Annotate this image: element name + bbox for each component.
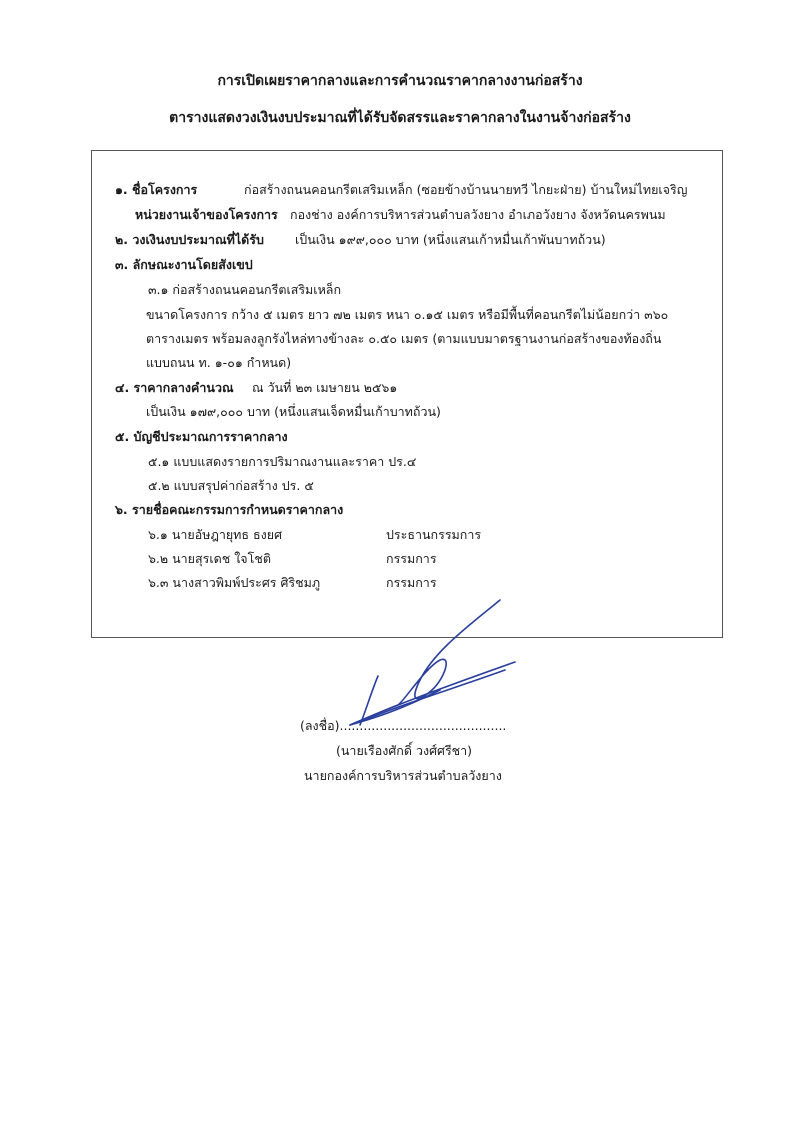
median-price-date: ณ วันที่ ๒๓ เมษายน ๒๕๖๑ <box>252 380 398 395</box>
committee-member-name: ๖.๒ นายสุรเดช ใจโชติ <box>148 551 271 566</box>
budget-label: ๒. วงเงินงบประมาณที่ได้รับ <box>115 232 264 247</box>
signature-line: (ลงชื่อ).......................................... <box>300 718 507 733</box>
committee-member-name: ๖.๑ นายอัษฎายุทธ ธงยศ <box>148 527 283 542</box>
estimate-list-item-2: ๕.๒ แบบสรุปค่าก่อสร้าง ปร. ๕ <box>148 478 314 493</box>
estimate-list-label: ๕. บัญชีประมาณการราคากลาง <box>115 429 288 444</box>
work-summary-item: ๓.๑ ก่อสร้างถนนคอนกรีตเสริมเหล็ก <box>148 282 342 297</box>
work-description-line-1: ขนาดโครงการ กว้าง ๕ เมตร ยาว ๗๒ เมตร หนา ๐.๑๕ เมตร หรือมีพื้นที่คอนกรีตไม่น้อยกว่า ๓๖๐ <box>146 307 669 322</box>
median-price-label: ๔. ราคากลางคำนวณ <box>115 380 234 395</box>
work-description-line-2: ตารางเมตร พร้อมลงลูกรังไหล่ทางข้างละ ๐.๕๐ เมตร (ตามแบบมาตรฐานงานก่อสร้างของท้องถิ่น <box>146 331 662 346</box>
committee-member-name: ๖.๓ นางสาวพิมพ์ประศร ศิริชมภู <box>148 575 321 590</box>
work-summary-label: ๓. ลักษณะงานโดยสังเขป <box>115 257 253 272</box>
committee-member-role: กรรมการ <box>386 551 437 566</box>
median-price-value: เป็นเงิน ๑๗๙,๐๐๐ บาท (หนึ่งแสนเจ็ดหมื่นเก้าบาทถ้วน) <box>146 404 441 419</box>
signer-position: นายกองค์การบริหารส่วนตำบลวังยาง <box>304 768 502 783</box>
signer-name: (นายเรืองศักดิ์ วงศ์ศรีชา) <box>336 743 473 758</box>
work-description-line-3: แบบถนน ท. ๑-๐๑ กำหนด) <box>146 355 292 370</box>
estimate-list-item-1: ๕.๑ แบบแสดงรายการปริมาณงานและราคา ปร.๔ <box>148 454 417 469</box>
budget-value: เป็นเงิน ๑๙๙,๐๐๐ บาท (หนึ่งแสนเก้าหมื่นเก้าพันบาทถ้วน) <box>295 232 606 247</box>
committee-label: ๖. รายชื่อคณะกรรมการกำหนดราคากลาง <box>115 502 344 517</box>
project-owner-value: กองช่าง องค์การบริหารส่วนตำบลวังยาง อำเภอวังยาง จังหวัดนครพนม <box>290 207 666 222</box>
document-title: การเปิดเผยราคากลางและการคำนวณราคากลางงานก่อสร้าง <box>217 73 583 89</box>
document-subtitle: ตารางแสดงวงเงินงบประมาณที่ได้รับจัดสรรและราคากลางในงานจ้างก่อสร้าง <box>169 110 631 126</box>
committee-member-role: กรรมการ <box>386 575 437 590</box>
project-name-label: ๑. ชื่อโครงการ <box>115 182 198 197</box>
project-name-value: ก่อสร้างถนนคอนกรีตเสริมเหล็ก (ซอยข้างบ้านนายทวี ไกยะฝ่าย) บ้านใหม่ไทยเจริญ <box>244 182 688 197</box>
project-owner-label: หน่วยงานเจ้าของโครงการ <box>135 207 278 222</box>
committee-member-role: ประธานกรรมการ <box>386 527 482 542</box>
